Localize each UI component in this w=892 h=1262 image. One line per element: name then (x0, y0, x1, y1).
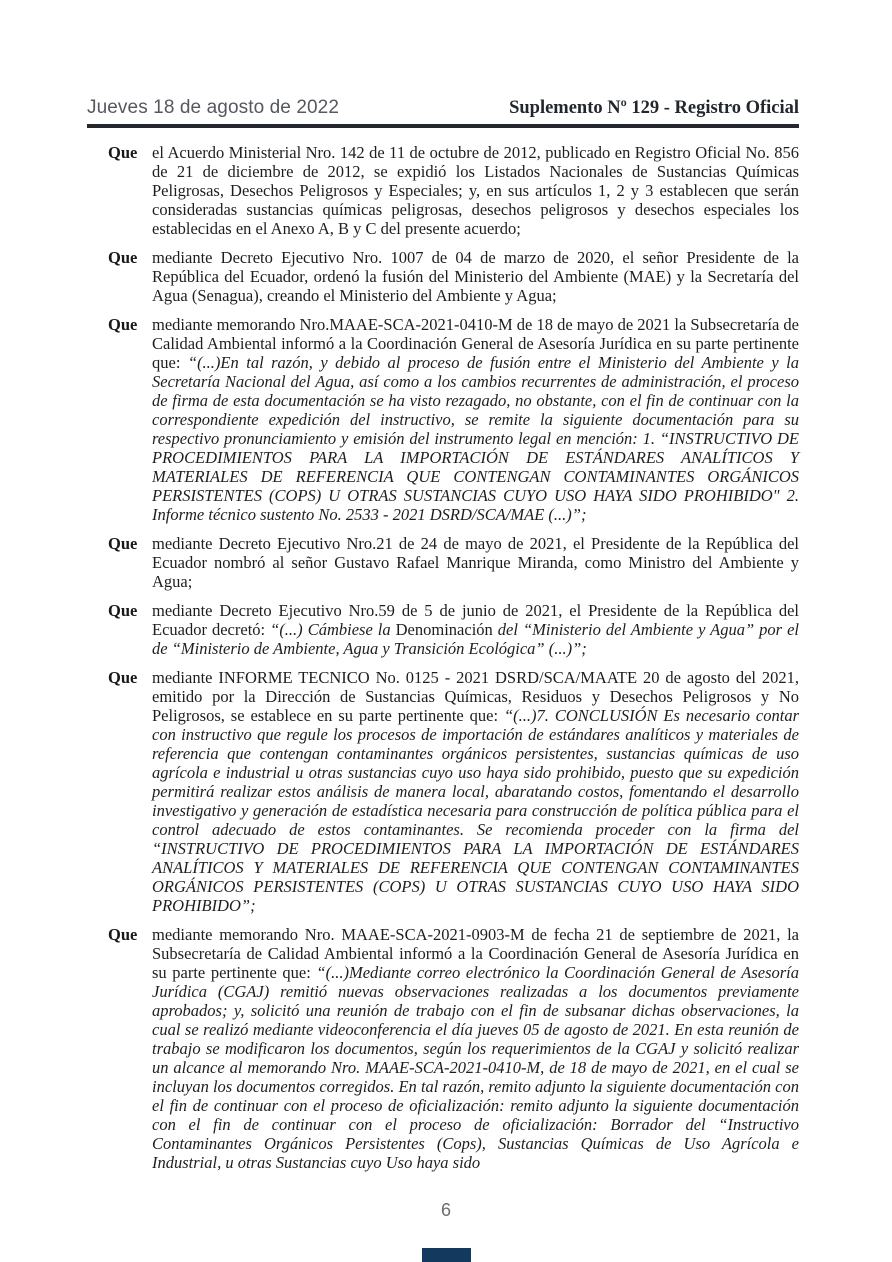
quoted-italic-text: “(...)Mediante correo electrónico la Coordinación General de Asesoría Jurídica (CGAJ) remitió nuevas observaciones realizadas a los documentos previamente aprobados; y, solicitó una reunión de trabajo con el fin de subsanar dichas observaciones, la cual se realizó mediante videoconferencia el día jueves 05 de agosto de 2021. En esta reunión de trabajo se modificaron los documentos, según los requerimientos de la CGAJ y solicitó realizar un alcance al memorando Nro. MAAE-SCA-2021-0410-M, de 18 de mayo de 2021, en el cual se incluyan los documentos corregidos. En tal razón, remito adjunto la siguiente documentación con el fin de continuar con el proceso de oficialización: remito adjunto la siguiente documentación con el fin de continuar con el proceso de oficialización: Borrador del “Instructivo Contaminantes Orgánicos Persistentes (Cops), Sustancias Químicas de Uso Agrícola e Industrial, u otras Sustancias cuyo Uso haya sido (152, 963, 799, 1172)
quoted-italic-text: “(...)En tal razón, y debido al proceso de fusión entre el Ministerio del Ambiente y la Secretaría Nacional del Agua, así como a los cambios recurrentes de administración, el proceso de firma de esta documentación se ha visto rezagado, no obstante, con el fin de continuar con la correspondiente expedición del instructivo, se remite la siguiente documentación para su respectivo pronunciamiento y emisión del instrumento legal en mención: 1. “INSTRUCTIVO DE PROCEDIMIENTOS PARA LA IMPORTACIÓN DE ESTÁNDARES ANALÍTICOS Y MATERIALES DE REFERENCIA QUE CONTENGAN CONTAMINANTES ORGÁNICOS PERSISTENTES (COPS) U OTRAS SUSTANCIAS CUYO USO HAYA SIDO PROHIBIDO" 2. Informe técnico sustento No. 2533 - 2021 DSRD/SCA/MAE (...)”; (152, 353, 799, 524)
plain-text: mediante Decreto Ejecutivo Nro. 1007 de 04 de marzo de 2020, el señor Presidente de la República del Ecuador, ordenó la fusión del Ministerio del Ambiente (MAE) y la Secretaría del Agua (Senagua), creando el Ministerio del Ambiente y Agua; (152, 248, 799, 305)
paragraph-text (152, 143, 799, 238)
plain-text: Denominación (395, 620, 498, 639)
paragraph-text (152, 925, 799, 1172)
paragraph-text (152, 315, 799, 524)
paragraph-label: Que (108, 668, 138, 687)
paragraph-label: Que (108, 143, 138, 162)
paragraph (108, 925, 799, 1172)
paragraph-label: Que (108, 601, 138, 620)
paragraph-label: Que (108, 925, 138, 944)
paragraph-text (152, 668, 799, 915)
paragraph-label: Que (108, 315, 138, 334)
paragraph (108, 534, 799, 591)
plain-text: mediante Decreto Ejecutivo Nro.59 de 5 de junio de 2021, el Presidente de la República del Ecuador decretó: (152, 601, 799, 639)
plain-text: el Acuerdo Ministerial Nro. 142 de 11 de octubre de 2012, publicado en Registro Oficial No. 856 de 21 de diciembre de 2012, se expidió los Listados Nacionales de Sustancias Químicas Peligrosas, Desechos Peligrosos y Especiales; y, en sus artículos 1, 2 y 3 establecen que serán consideradas sustancias químicas peligrosas, desechos peligrosos y desechos especiales los establecidas en el Anexo A, B y C del presente acuerdo; (152, 143, 799, 238)
footer-navy-marker (422, 1248, 471, 1262)
header-date: Jueves 18 de agosto de 2022 (87, 97, 340, 118)
paragraph (108, 315, 799, 524)
plain-text: mediante memorando Nro.MAAE-SCA-2021-0410-M de 18 de mayo de 2021 la Subsecretaría de Calidad Ambiental informó a la Coordinación General de Asesoría Jurídica en su parte pertinente que: (152, 315, 800, 372)
quoted-italic-text: “(...) Cámbiese la (270, 620, 396, 639)
header-edition: Suplemento Nº 129 - Registro Oficial (509, 98, 799, 118)
paragraph (108, 668, 799, 915)
page-number: 6 (440, 1200, 451, 1220)
quoted-italic-text: “(...)7. CONCLUSIÓN Es necesario contar con instructivo que regule los procesos de importación de estándares analíticos y materiales de referencia que contengan contaminantes orgánicos persistentes, sustancias químicas de uso agrícola e industrial u otras sustancias cuyo uso haya sido prohibido, puesto que su expedición permitirá realizar estos análisis de manera local, abaratando costos, fomentando el desarrollo investigativo y generación de estadística necesaria para construcción de política pública para el control adecuado de estos contaminantes. Se recomienda proceder con la firma del “INSTRUCTIVO DE PROCEDIMIENTOS PARA LA IMPORTACIÓN DE ESTÁNDARES ANALÍTICOS Y MATERIALES DE REFERENCIA QUE CONTENGAN CONTAMINANTES ORGÁNICOS PERSISTENTES (COPS) U OTRAS SUSTANCIAS CUYO USO HAYA SIDO PROHIBIDO”; (152, 706, 799, 915)
paragraph-label: Que (108, 534, 138, 553)
quoted-italic-text: del “Ministerio del Ambiente y Agua” por el de “Ministerio de Ambiente, Agua y Transición Ecológica” (...)”; (152, 620, 800, 658)
paragraph-text (152, 534, 799, 591)
plain-text: mediante INFORME TECNICO No. 0125 - 2021 DSRD/SCA/MAATE 20 de agosto del 2021, emitido por la Dirección de Sustancias Químicas, Residuos y Desechos Peligrosos y No Peligrosos, se establece en su parte pertinente que: (152, 668, 799, 725)
paragraph (108, 601, 799, 658)
paragraph (108, 143, 799, 238)
plain-text: mediante Decreto Ejecutivo Nro.21 de 24 de mayo de 2021, el Presidente de la República del Ecuador nombró al señor Gustavo Rafael Manrique Miranda, como Ministro del Ambiente y Agua; (152, 534, 799, 591)
document-body (108, 143, 799, 1182)
paragraph-label: Que (108, 248, 138, 267)
paragraph-text (152, 601, 799, 658)
header-rule (87, 124, 799, 128)
plain-text: mediante memorando Nro. MAAE-SCA-2021-0903-M de fecha 21 de septiembre de 2021, la Subsecretaría de Calidad Ambiental informó a la Coordinación General de Asesoría Jurídica en su parte pertinente que: (152, 925, 799, 982)
page-header (87, 97, 799, 119)
paragraph-text (152, 248, 799, 305)
paragraph (108, 248, 799, 305)
